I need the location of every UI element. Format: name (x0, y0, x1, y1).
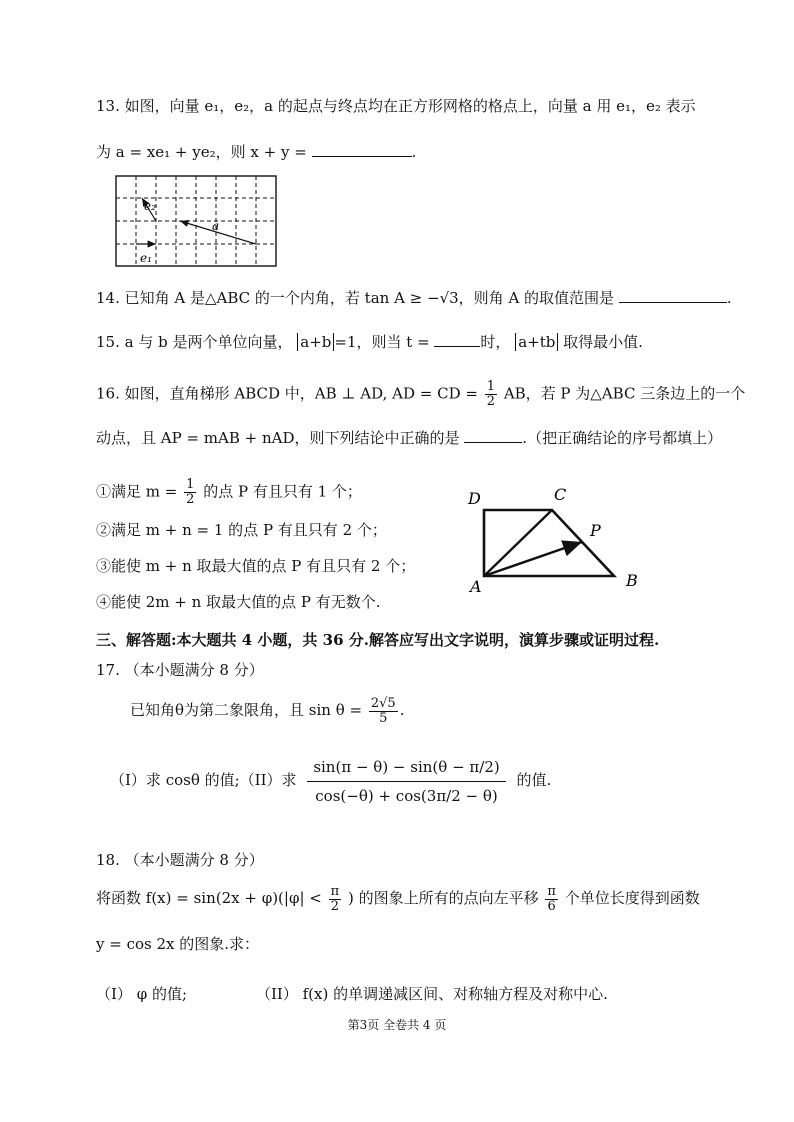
q15-text-a: 15. a 与 b 是两个单位向量， (96, 333, 293, 351)
q13-line2-end: . (411, 143, 417, 161)
q16-half-fraction (485, 380, 497, 409)
frac-den: 6 (547, 898, 556, 914)
label-B: B (626, 571, 638, 590)
q16-line1-a: 16. 如图，直角梯形 ABCD 中，AB ⊥ AD, AD = CD = (96, 384, 478, 403)
q17-big-fraction (307, 753, 505, 810)
q16-trapezoid-figure (464, 484, 654, 596)
label-P: P (590, 521, 601, 540)
page-footer: 第3页 全卷共 4 页 (347, 1018, 447, 1032)
label-a: a (212, 219, 220, 233)
q17-header: 17. （本小题满分 8 分） (96, 661, 264, 679)
q16-line1 (96, 380, 745, 409)
q16-option2: ②满足 m + n = 1 的点 P 有且只有 2 个； (96, 521, 387, 539)
label-A: A (470, 577, 482, 596)
q17-sin-fraction (369, 697, 398, 726)
label-e1: e₁ (140, 251, 152, 265)
q18-part2: （II） f(x) 的单调递减区间、对称轴方程及对称中心. (256, 985, 608, 1003)
q15-abs2: a+tb (515, 333, 558, 351)
q17-part-end: 的值. (516, 771, 552, 789)
q13-answer-blank[interactable] (312, 142, 412, 157)
q16-line2 (96, 428, 722, 448)
q16-opt1-a: ①满足 m = (96, 482, 178, 501)
frac-den: 2 (330, 898, 340, 914)
q14-end: . (726, 289, 732, 307)
trapezoid-abcd (484, 510, 614, 576)
frac-num: 1 (186, 477, 195, 492)
label-e2: e₂ (144, 199, 156, 213)
q15-text-c: 时， (480, 333, 511, 351)
q15-text-d: 取得最小值. (563, 333, 643, 351)
frac-num: π (547, 883, 556, 899)
q16-answer-blank[interactable] (464, 428, 522, 443)
segment-ac (484, 510, 552, 576)
big-num: sin(π − θ) − sin(θ − π/2) (307, 753, 505, 782)
q16-line2-b: .（把正确结论的序号都填上） (522, 429, 723, 447)
label-C: C (554, 485, 567, 504)
q18-line2: y = cos 2x 的图象.求： (96, 935, 260, 953)
q17-parts (110, 748, 551, 812)
q15-text-b: =1，则当 t = (334, 333, 430, 351)
q17-given-a: 已知角θ为第二象限角，且 sin θ = (130, 701, 363, 719)
q15-line (96, 332, 643, 352)
frac-num: π (330, 883, 340, 899)
frac-den: 2 (486, 394, 496, 409)
q16-line1-b: AB，若 P 为△ABC 三条边上的一个 (503, 384, 746, 403)
vector-ap (484, 542, 582, 576)
q16-line2-a: 动点，且 AP = mAB + nAD，则下列结论中正确的是 (96, 429, 460, 447)
frac-den: 5 (379, 710, 388, 726)
q16-option4: ④能使 2m + n 取最大值的点 P 有无数个. (96, 593, 381, 611)
q16-opt1-b: 的点 P 有且只有 1 个； (203, 482, 362, 501)
q16-option1 (96, 478, 362, 507)
frac-den: 2 (186, 492, 195, 507)
q17-part1: （I）求 cosθ 的值;（II）求 (110, 771, 297, 789)
q14-text: 14. 已知角 A 是△ABC 的一个内角，若 tan A ≥ −√3，则角 A 的取值范围是 (96, 289, 615, 307)
q18-line1 (96, 882, 700, 914)
q18-phi-bound (329, 885, 342, 914)
q13-grid-figure (114, 174, 278, 270)
q16-opt1-fraction (184, 478, 196, 507)
q16-option3: ③能使 m + n 取最大值的点 P 有且只有 2 个； (96, 557, 416, 575)
q15-answer-blank[interactable] (434, 332, 480, 347)
q13-line2-text: 为 a = xe₁ + ye₂，则 x + y = (96, 143, 307, 161)
q18-part1: （I） φ 的值; (96, 985, 188, 1003)
frac-num: 2√5 (370, 695, 396, 711)
q15-abs1: a+b (297, 333, 334, 351)
q17-given-end: . (399, 701, 405, 719)
q17-given (130, 694, 404, 726)
q18-line1-a: 将函数 f(x) = sin(2x + φ)(|φ| < (96, 889, 322, 907)
label-D: D (468, 489, 481, 508)
q18-line1-c: 个单位长度得到函数 (564, 889, 700, 907)
q14-line (96, 288, 732, 308)
q18-line1-b: ) 的图象上所有的点向左平移 (347, 889, 539, 907)
q18-shift-fraction (545, 885, 558, 914)
frac-num: 1 (486, 379, 496, 394)
big-den: cos(−θ) + cos(3π/2 − θ) (315, 786, 498, 805)
q13-line2 (96, 142, 416, 162)
section3-heading: 三、解答题:本大题共 4 小题，共 36 分.解答应写出文字说明，演算步骤或证明过程. (96, 631, 660, 649)
q13-line1: 13. 如图，向量 e₁，e₂，a 的起点与终点均在正方形网格的格点上，向量 a 用 e₁，e₂ 表示 (96, 97, 696, 115)
q18-header: 18. （本小题满分 8 分） (96, 851, 264, 869)
q14-answer-blank[interactable] (619, 288, 727, 303)
